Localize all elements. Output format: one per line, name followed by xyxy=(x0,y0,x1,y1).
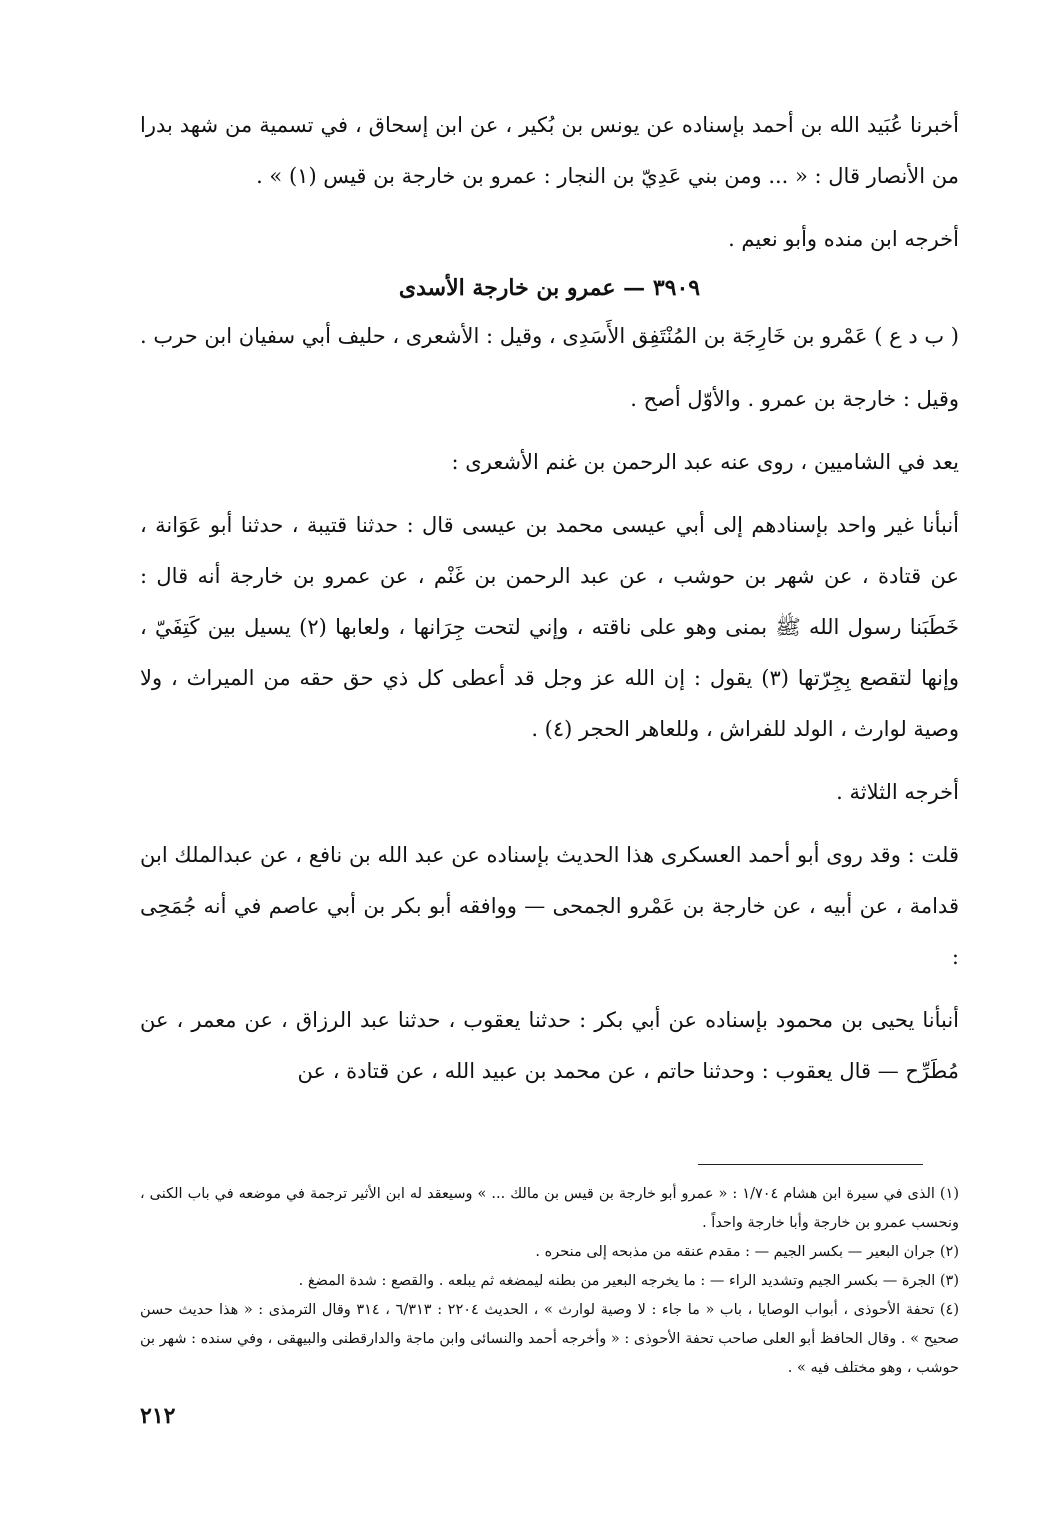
paragraph-narrators: يعد في الشاميين ، روى عنه عبد الرحمن بن غنم الأشعرى : xyxy=(451,450,959,474)
paragraph-alt-name: وقيل : خارجة بن عمرو . والأوّل أصح . xyxy=(630,387,959,411)
paragraph-isnad-yahya: أنبأنا يحيى بن محمود بإسناده عن أبي بكر : حدثنا يعقوب ، حدثنا عبد الرزاق ، عن معمر ، عن مُطَرِّح — قال يعقوب : وحدثنا حاتم ، عن محمد بن عبيد الله ، عن قتادة ، عن xyxy=(140,1008,959,1083)
paragraph-isnad-badr: أخبرنا عُبَيد الله بن أحمد بإسناده عن يونس بن بُكير ، عن ابن إسحاق ، في تسمية من شهد بدرا من الأنصار قال : « ... ومن بني عَدِيّ بن النجار : عمرو بن خارجة بن قيس (١) » . xyxy=(140,113,959,188)
footnote-divider xyxy=(698,1164,923,1165)
paragraph-hadith: أنبأنا غير واحد بإسنادهم إلى أبي عيسى محمد بن عيسى قال : حدثنا قتيبة ، حدثنا أبو عَوَانة ، عن قتادة ، عن شهر بن حوشب ، عن عبد الرحمن بن غَنْم ، عن عمرو بن خارجة أنه قال : خَطَبَنا رسول الله ﷺ بمنى وهو على ناقته ، وإني لتحت جِرَانها ، ولعابها (٢) يسيل بين كَتِفَيّ ، وإنها لتقصع بِجِرّتها (٣) يقول : إن الله عز وجل قد أعطى كل ذي حق حقه من الميراث ، ولا وصية لوارث ، الولد للفراش ، وللعاهر الحجر (٤) . xyxy=(140,513,959,741)
paragraph-takhrij-1: أخرجه ابن منده وأبو نعيم . xyxy=(728,227,959,251)
main-text xyxy=(140,100,959,1097)
footnote-1: (١) الذى في سيرة ابن هشام ١/٧٠٤ : « عمرو أبو خارجة بن قيس بن مالك ... » وسيعقد له ابن الأثير ترجمة في موضعه في باب الكنى ، ونحسب عمرو بن خارجة وأبا خارجة واحداً . xyxy=(140,1186,959,1231)
footnote-4: (٤) تحفة الأحوذى ، أبواب الوصايا ، باب « ما جاء : لا وصية لوارث » ، الحديث ٢٢٠٤ : ٦/٣١٣ ، ٣١٤ وقال الترمذى : « هذا حديث حسن صحيح » . وقال الحافظ أبو العلى صاحب تحفة الأحوذى : « وأخرجه أحمد والنسائى وابن ماجة والدارقطنى والبيهقى ، وفي سنده : شهر بن حوشب ، وهو مختلف فيه » . xyxy=(140,1302,960,1376)
footnote-3: (٣) الجرة — بكسر الجيم وتشديد الراء — : ما يخرجه البعير من بطنه ليمضغه ثم يبلعه . والقصع : شدة المضغ . xyxy=(298,1273,959,1289)
paragraph-takhrij-2: أخرجه الثلاثة . xyxy=(836,780,959,804)
page-number: ٢١٢ xyxy=(140,1403,176,1429)
paragraph-author-note: قلت : وقد روى أبو أحمد العسكرى هذا الحديث بإسناده عن عبد الله بن نافع ، عن عبدالملك ابن قدامة ، عن أبيه ، عن خارجة بن عَمْرو الجمحى — ووافقه أبو بكر بن أبي عاصم في أنه جُمَحِى : xyxy=(140,843,959,969)
footnotes xyxy=(140,1180,959,1383)
entry-heading: ٣٩٠٩ — عمرو بن خارجة الأسدى xyxy=(398,275,701,301)
paragraph-entry-name: ( ب د ع ) عَمْرو بن خَارِجَة بن المُنْتَفِق الأَسَدِى ، وقيل : الأشعرى ، حليف أبي سفيان ابن حرب . xyxy=(140,324,959,348)
footnote-2: (٢) جران البعير — بكسر الجيم — : مقدم عنقه من مذبحه إلى منحره . xyxy=(535,1244,959,1260)
